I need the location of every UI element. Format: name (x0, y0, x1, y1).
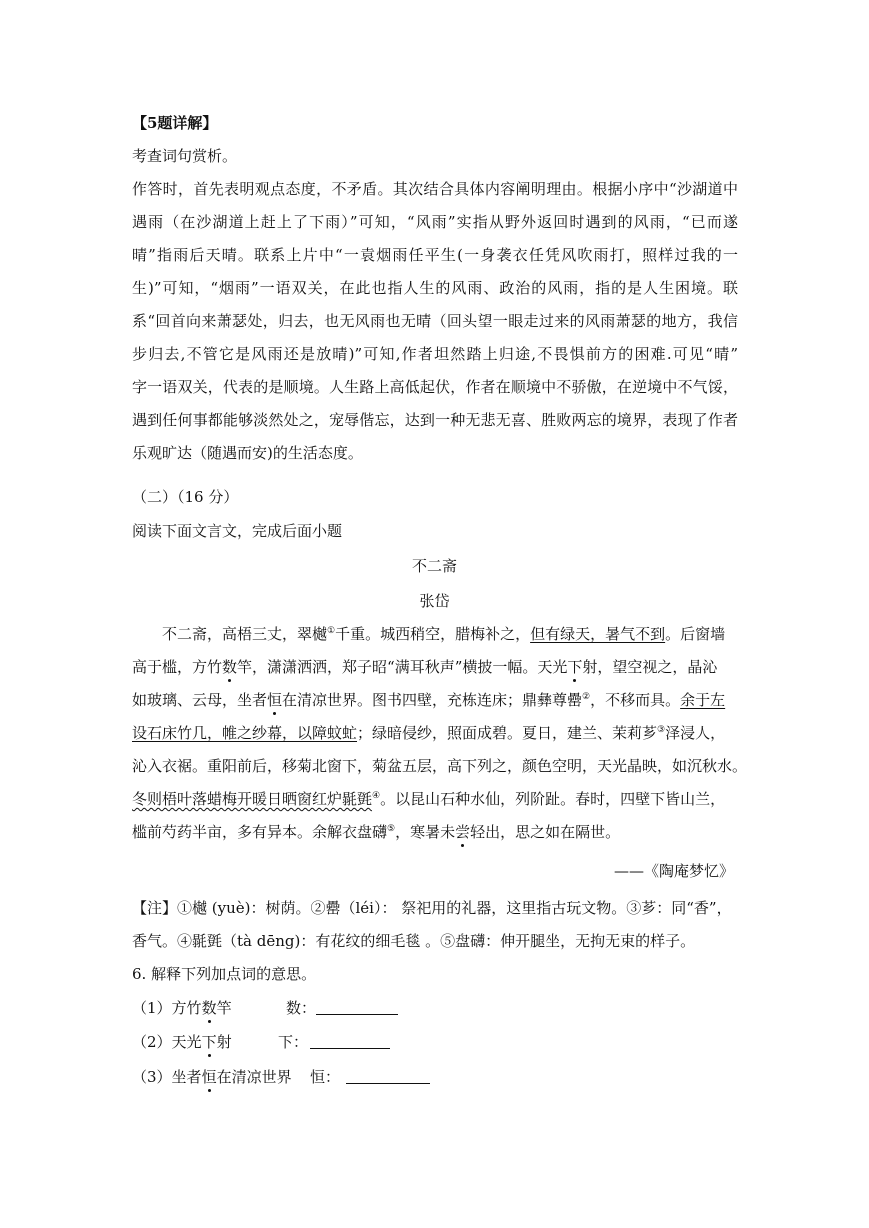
dotted-character: 数 (222, 658, 238, 676)
passage-line: 槛前芍药半亩，多有异本。余解衣盘礴⑤，寒暑未尝轻出，思之如在隔世。 (132, 823, 621, 841)
dotted-character: 下 (567, 658, 583, 676)
instruction-line: 阅读下面文言文，完成后面小题 (132, 522, 343, 540)
footnote-marker: ③ (657, 725, 666, 735)
underlined-phrase: 但有绿天，暑气不到 (530, 625, 666, 643)
passage-source: ——《陶庵梦忆》 (613, 862, 734, 880)
analysis-line: 遇到任何事都能够淡然处之，宠辱偕忘，达到一种无悲无喜、胜败两忘的境界，表现了作者 (132, 411, 738, 429)
analysis-line: 字一语双关，代表的是顺境。人生路上高低起伏，作者在顺境中不骄傲，在逆境中不气馁， (132, 378, 738, 396)
passage-line: 沁入衣裾。重阳前后，移菊北窗下，菊盆五层，高下列之，颜色空明，天光晶映，如沉秋水。 (132, 757, 748, 775)
passage-line: 设石床竹几，帷之纱幕，以障蚊虻；绿暗侵纱，照面成碧。夏日，建兰、茉莉芗③泽浸人， (132, 724, 726, 742)
footnote-marker: ⑤ (387, 824, 396, 834)
question-item: （1）方竹数竿 (132, 999, 232, 1017)
notes-line: 香气。④毾㲪（tà dēng)：有花纹的细毛毯 。⑤盘礴：伸开腿坐，无拘无束的样子。 (132, 932, 696, 950)
footnote-marker: ② (582, 692, 591, 702)
dotted-character: 数 (201, 999, 217, 1017)
question-stem: 6. 解释下列加点词的意思。 (132, 965, 317, 983)
answer-blank[interactable] (310, 1034, 390, 1049)
part-label: （二）（16 分） (132, 488, 239, 506)
answer-blank[interactable] (346, 1069, 430, 1084)
question-item: （2）天光下射 (132, 1033, 232, 1051)
analysis-line: 乐观旷达（随遇而安)的生活态度。 (132, 444, 363, 462)
notes-line: 【注】①樾 (yuè)：树荫。②罍（léi）： 祭祀用的礼器，这里指古玩文物。③芗：同“香”， (132, 899, 732, 917)
footnote-marker: ① (327, 626, 336, 636)
wavy-underlined-phrase: 冬则梧叶落蜡梅开暖日晒窗红炉毾㲪 (132, 790, 373, 808)
passage-line: 冬则梧叶落蜡梅开暖日晒窗红炉毾㲪④。以昆山石种水仙，列阶趾。春时，四壁下皆山兰， (132, 790, 726, 808)
passage-line: 高于槛，方竹数竿，潇潇洒洒，郑子昭“满耳秋声”横披一幅。天光下射，望空视之，晶沁 (132, 658, 718, 676)
passage-author: 张岱 (419, 592, 450, 610)
analysis-line: 遇雨（在沙湖道上赶上了下雨）”可知，“风雨”实指从野外返回时遇到的风雨，“已而遂 (132, 213, 738, 231)
analysis-line: 步归去,不管它是风雨还是放晴)”可知,作者坦然踏上归途,不畏惧前方的困难.可见“晴” (132, 345, 738, 363)
dotted-character: 恒 (201, 1068, 217, 1086)
question-item: （3）坐者恒在清凉世界 (132, 1068, 292, 1086)
answer-blank[interactable] (316, 1000, 398, 1015)
footnote-marker: ④ (372, 791, 381, 801)
underlined-phrase: 设石床竹几，帷之纱幕，以障蚊虻 (132, 724, 358, 742)
dotted-character: 恒 (267, 691, 283, 709)
section-heading: 【5题详解】 (132, 114, 218, 132)
passage-title: 不二斋 (411, 557, 457, 575)
analysis-line: 生)”可知，“烟雨”一语双关，在此也指人生的风雨、政治的风雨，指的是人生困境。联 (132, 279, 738, 297)
question-term: 下： (278, 1033, 309, 1051)
underlined-phrase: 余于左 (680, 691, 726, 709)
passage-line: 如玻璃、云母，坐者恒在清凉世界。图书四壁，充栋连床；鼎彝尊罍②，不移而具。余于左 (132, 691, 726, 709)
dotted-character: 下 (201, 1033, 217, 1051)
question-term: 数： (286, 999, 317, 1017)
analysis-line: 作答时，首先表明观点态度，不矛盾。其次结合具体内容阐明理由。根据小序中“沙湖道中 (132, 180, 738, 198)
analysis-line: 晴”指雨后天晴。联系上片中“一袁烟雨任平生(一身袭衣任凭风吹雨打，照样过我的一 (132, 246, 738, 264)
analysis-line: 系“回首向来萧瑟处，归去，也无风雨也无晴（回头望一眼走过来的风雨萧瑟的地方，我信 (132, 312, 738, 330)
question-term: 恒： (310, 1068, 341, 1086)
passage-line: 不二斋，高梧三丈，翠樾①千重。城西稍空，腊梅补之，但有绿天，暑气不到。后窗墙 (162, 625, 726, 643)
dotted-character: 尝 (455, 823, 471, 841)
topic-line: 考查词句赏析。 (132, 147, 238, 165)
